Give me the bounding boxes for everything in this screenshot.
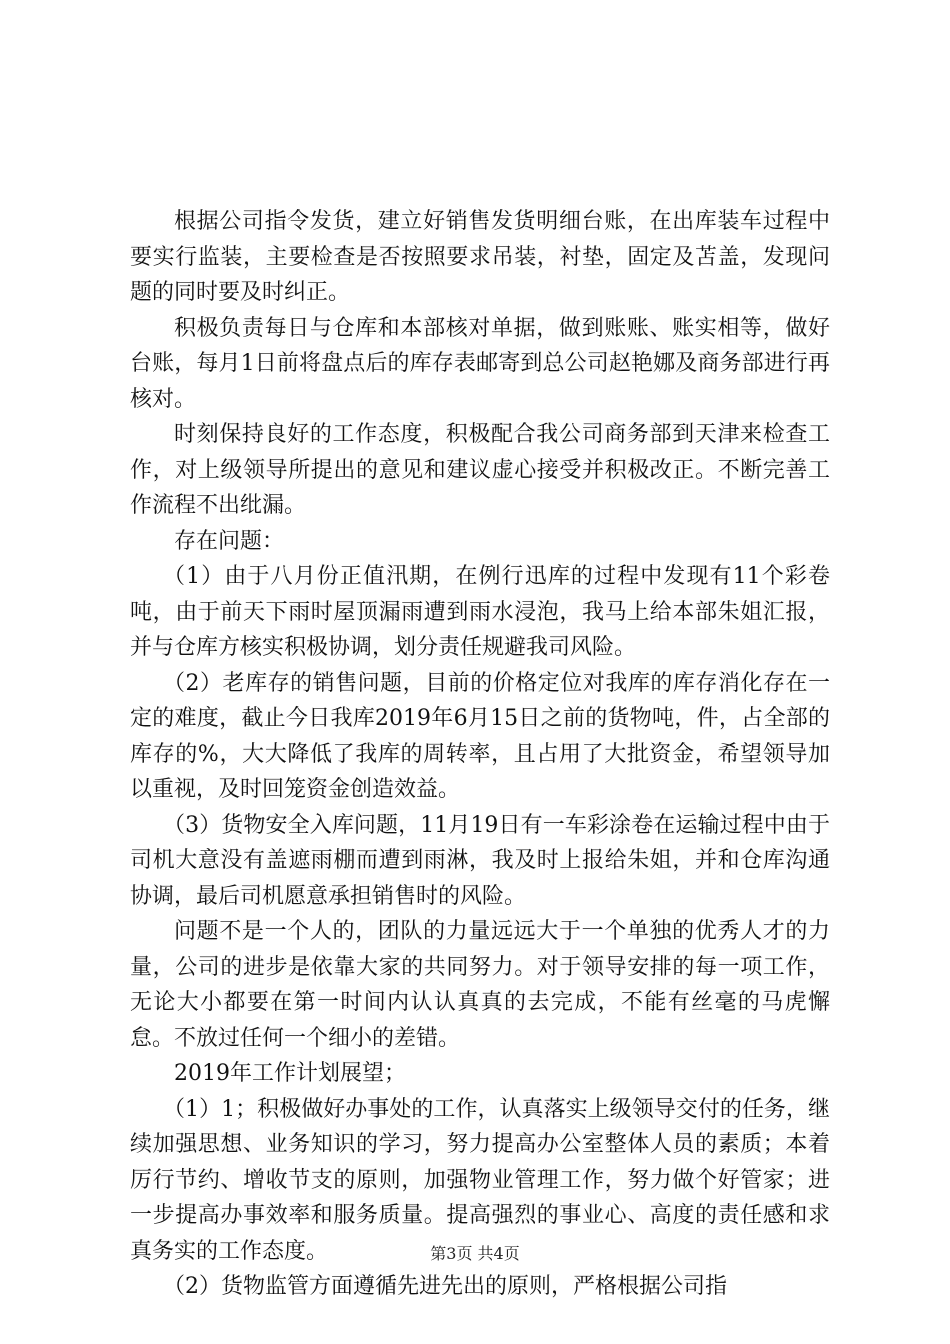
page-number: 第3页 共4页 — [430, 1244, 520, 1263]
problem-item-2: （2）老库存的销售问题，目前的价格定位对我库的库存消化存在一定的难度，截止今日我库2019年6月15日之前的货物吨，件，占全部的库存的%，大大降低了我库的周转率，且占用了大批资金，希望领导加以重视，及时回笼资金创造效益。 — [130, 670, 830, 802]
document-body — [130, 204, 830, 1305]
paragraph-teamwork: 问题不是一个人的，团队的力量远远大于一个单独的优秀人才的力量，公司的进步是依靠大家的共同努力。对于领导安排的每一项工作，无论大小都要在第一时间内认认真真的去完成，不能有丝毫的马虎懈怠。不放过任何一个细小的差错。 — [130, 919, 830, 1051]
section-heading-plan: 2019年工作计划展望； — [174, 1061, 406, 1086]
paragraph-shipping: 根据公司指令发货，建立好销售发货明细台账，在出库装车过程中要实行监装，主要检查是否按照要求吊装，衬垫，固定及苫盖，发现问题的同时要及时纠正。 — [130, 209, 830, 305]
plan-item-1: （1）1；积极做好办事处的工作，认真落实上级领导交付的任务，继续加强思想、业务知识的学习，努力提高办公室整体人员的素质；本着厉行节约、增收节支的原则，加强物业管理工作，努力做个好管家；进一步提高办事效率和服务质量。提高强烈的事业心、高度的责任感和求真务实的工作态度。 — [130, 1096, 830, 1264]
problem-item-3: （3）货物安全入库问题，11月19日有一车彩涂卷在运输过程中由于司机大意没有盖遮雨棚而遭到雨淋，我及时上报给朱姐，并和仓库沟通协调，最后司机愿意承担销售时的风险。 — [130, 812, 830, 909]
paragraph-reconciliation: 积极负责每日与仓库和本部核对单据，做到账账、账实相等，做好台账，每月1日前将盘点后的库存表邮寄到总公司赵艳娜及商务部进行再核对。 — [130, 315, 830, 412]
problem-item-1: （1）由于八月份正值汛期，在例行迅库的过程中发现有11个彩卷吨，由于前天下雨时屋顶漏雨遭到雨水浸泡，我马上给本部朱姐汇报，并与仓库方核实积极协调，划分责任规避我司风险。 — [130, 564, 830, 660]
plan-item-2: （2）货物监管方面遵循先进先出的原则，严格根据公司指 — [163, 1274, 727, 1299]
section-heading-problems: 存在问题： — [174, 528, 285, 554]
page-footer — [0, 1244, 950, 1264]
paragraph-attitude: 时刻保持良好的工作态度，积极配合我公司商务部到天津来检查工作，对上级领导所提出的意见和建议虚心接受并积极改正。不断完善工作流程不出纰漏。 — [130, 422, 830, 518]
